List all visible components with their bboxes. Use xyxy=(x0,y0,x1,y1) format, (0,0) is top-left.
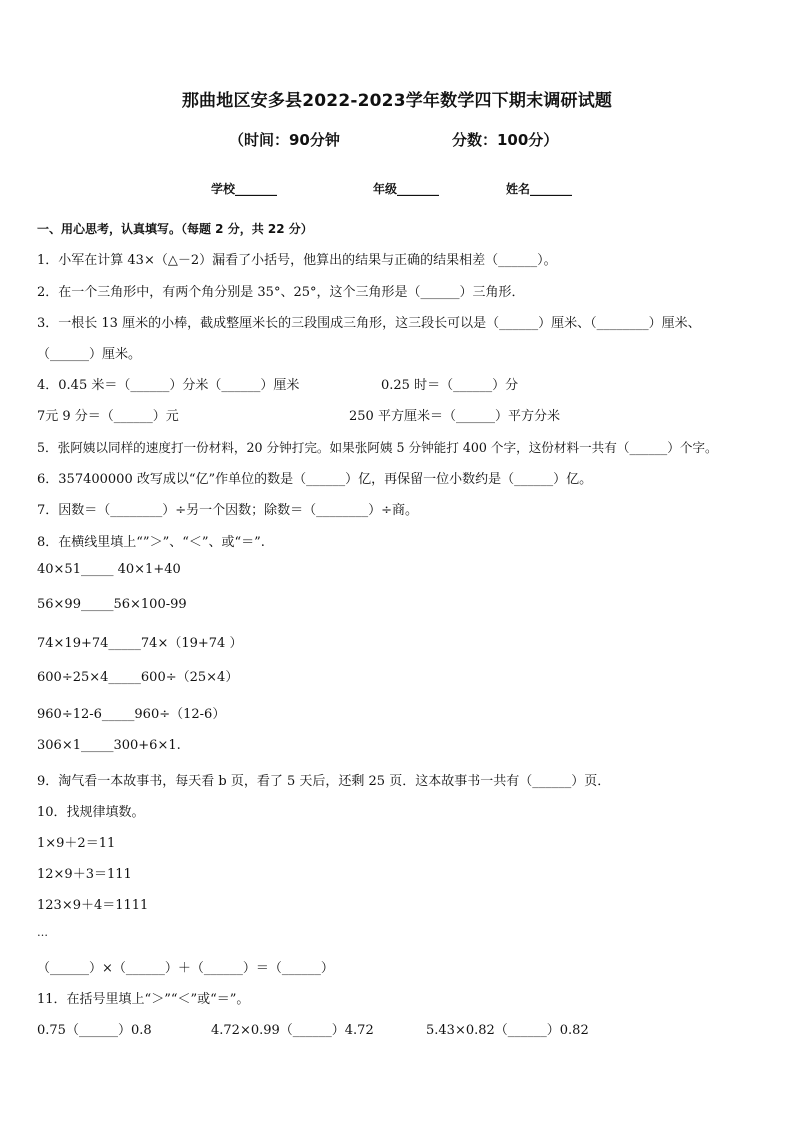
question-11-item-b: 4.72×0.99（______）4.72 xyxy=(211,1023,374,1038)
question-10-ellipsis: … xyxy=(37,926,48,939)
question-11-item-c: 5.43×0.82（______）0.82 xyxy=(426,1023,589,1038)
page-title: 那曲地区安多县2022-2023学年数学四下期末调研试题 xyxy=(181,91,613,111)
section-1-title: 一、用心思考，认真填写。（每题 2 分，共 22 分） xyxy=(37,222,313,236)
question-3-line-1: 3．一根长 13 厘米的小棒，截成整厘米长的三段围成三角形，这三段长可以是（______）厘米、（________）厘米、 xyxy=(37,316,701,331)
exam-score: 分数：100分） xyxy=(452,131,559,149)
question-7: 7．因数＝（________）÷另一个因数；除数＝（________）÷商。 xyxy=(37,503,419,518)
question-2: 2．在一个三角形中，有两个角分别是 35°、25°，这个三角形是（______）三角形． xyxy=(37,285,525,300)
name-field: 姓名_______ xyxy=(506,182,573,196)
question-1: 1．小军在计算 43×（△－2）漏看了小括号，他算出的结果与正确的结果相差（______）。 xyxy=(37,253,557,268)
question-10-item-2: 12×9＋3＝111 xyxy=(37,867,132,882)
question-9: 9．淘气看一本故事书，每天看 b 页，看了 5 天后，还剩 25 页．这本故事书一共有（______）页． xyxy=(37,774,611,789)
question-10-item-1: 1×9＋2＝11 xyxy=(37,836,116,851)
question-8-item-2: 56×99_____56×100-99 xyxy=(37,597,187,612)
question-8-item-6: 306×1_____300+6×1. xyxy=(37,738,181,753)
question-3-line-2: （______）厘米。 xyxy=(37,347,142,362)
question-6: 6．357400000 改写成以“亿”作单位的数是（______）亿，再保留一位小数约是（______）亿。 xyxy=(37,472,593,487)
question-10: 10．找规律填数。 xyxy=(37,805,145,820)
question-8-item-4: 600÷25×4_____600÷（25×4） xyxy=(37,670,239,685)
question-4-a-left: 4．0.45 米＝（______）分米（______）厘米 xyxy=(37,378,300,393)
question-8-item-5: 960÷12-6_____960÷（12-6） xyxy=(37,707,226,722)
school-field: 学校_______ xyxy=(211,182,278,196)
question-4-a-right: 0.25 时＝（______）分 xyxy=(381,378,519,393)
question-4-b-left: 7元 9 分＝（______）元 xyxy=(37,409,179,424)
question-11: 11．在括号里填上“＞”“＜”或“＝”。 xyxy=(37,992,250,1007)
question-8: 8．在横线里填上“”＞”、“＜”、或“＝”. xyxy=(37,535,265,550)
question-10-blank-row: （______）×（______）＋（______）＝（______） xyxy=(37,961,334,976)
question-5: 5．张阿姨以同样的速度打一份材料，20 分钟打完。如果张阿姨 5 分钟能打 400 个字，这份材料一共有（______）个字。 xyxy=(37,440,718,455)
grade-field: 年级_______ xyxy=(373,182,440,196)
question-8-item-1: 40×51_____ 40×1+40 xyxy=(37,562,181,577)
question-10-item-3: 123×9＋4＝1111 xyxy=(37,898,149,913)
question-4-b-right: 250 平方厘米＝（______）平方分米 xyxy=(349,409,560,424)
question-8-item-3: 74×19+74_____74×（19+74 ） xyxy=(37,636,243,651)
exam-time: （时间：90分钟 xyxy=(229,131,340,149)
question-11-item-a: 0.75（______）0.8 xyxy=(37,1023,152,1038)
